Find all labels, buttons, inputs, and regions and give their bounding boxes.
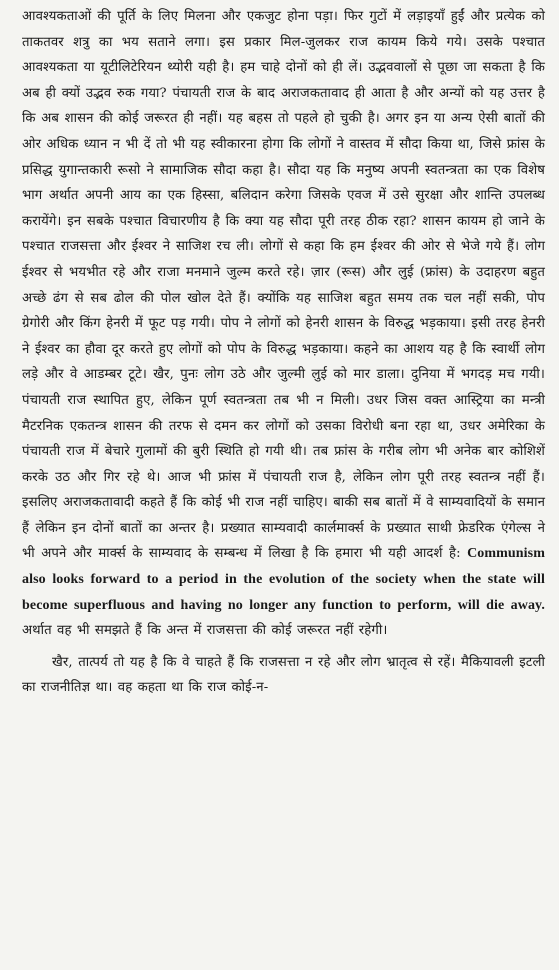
paragraph-2-text: खैर, तात्पर्य तो यह है कि वे चाहते हैं कि राजसत्ता न रहे और लोग भ्रातृत्व से रहें। मैकियावली इटली का राजनीतिज्ञ था। वह कहता था कि राज कोई-न- [22,654,545,696]
paragraph-2 [22,650,545,701]
paragraph-1-text-a: आवश्यकताओं की पूर्ति के लिए मिलना और एकजुट होना पड़ा। फिर गुटों में लड़ाइयाँ हुईं और प्रत्येक को ताकतवर शत्रु का भय सताने लगा। इस प्रकार मिल-जुलकर राज कायम किये गये। उसके पश्चात आवश्यकता या यूटीलिटेरियन थ्योरी यही है। हम चाहे दोनों को ही लें। उद्भववालों से पूछा जा सकता है कि अब ही क्यों उद्भव रुक गया? पंचायती राज के बाद अराजकतावाद ही आता है और अन्यों को यह उत्तर है कि अब शासन की कोई जरूरत ही नहीं। यह बहस तो पहले हो चुकी है। अगर इन या अन्य ऐसी बातों की ओर अधिक ध्यान न भी दें तो भी यह स्वीकारना होगा कि लोगों ने वास्तव में सौदा किया था, जिसे फ्रांस के प्रसिद्ध युगान्तकारी रूसो ने सामाजिक सौदा कहा है। सौदा यह कि मनुष्य अपनी स्वतन्त्रता का एक विशेष भाग अर्थात अपनी आय का एक हिस्सा, बलिदान करेगा जिसके एवज में उसे सुरक्षा और शान्ति उपलब्ध करायेंगे। इन सबके पश्चात विचारणीय है कि क्या यह सौदा पूरी तरह ठीक रहा? शासन कायम हो जाने के पश्चात राजसत्ता और ईश्वर ने साजिश रच ली। लोगों से कहा कि हम ईश्वर की ओर से भेजे गये हैं। लोग ईश्वर से भयभीत रहे और राजा मनमाने जुल्म करते रहे। ज़ार (रूस) और लुई (फ्रांस) के उदाहरण बहुत अच्छे ढंग से सब ढोल की पोल खोल देते हैं। क्योंकि यह साजिश बहुत समय तक चल नहीं सकी, पोप ग्रेगोरी और किंग हेनरी में फूट पड़ गयी। पोप ने लोगों को हेनरी शासन के विरुद्ध भड़काया। इसी तरह हेनरी ने ईश्वर का हौवा दूर करते हुए लोगों को पोप के विरुद्ध भड़काया। कहने का आशय यह है कि स्वार्थी लोग लड़े और वे आडम्बर टूटे। खैर, पुनः लोग उठे और जुल्मी लुई को मार डाला। दुनिया में भगदड़ मच गयी। पंचायती राज स्थापित हुए, लेकिन पूर्ण स्वतन्त्रता तब भी न मिली। उधर जिस वक्त आस्ट्रिया का मन्त्री मैटरनिक एकतन्त्र शासन की तरफ से दमन कर लोगों को उसका विरोधी बना रहा था, उधर अमेरिका के पंचायती राज में बेचारे गुलामों की बुरी स्थिति हो गयी थी। तब फ्रांस के गरीब लोग भी अनेक बार कोशिशें करके उठ और गिर रहे थे। आज भी फ्रांस में पंचायती राज है, लेकिन लोग पूरी तरह स्वतन्त्र नहीं हैं। इसलिए अराजकतावादी कहते हैं कि कोई भी राज नहीं चाहिए। बाकी सब बातों में वे साम्यवादियों के समान हैं लेकिन इन दोनों बातों का अन्तर है। प्रख्यात साम्यवादी कार्लमार्क्स के प्रख्यात साथी फ्रेडरिक एंगेल्स ने भी अपने और मार्क्स के साम्यवाद के सम्बन्ध में लिखा है कि हमारा भी यही आदर्श है: [22,9,545,562]
paragraph-1-text-b: अर्थात वह भी समझते हैं कि अन्त में राजसत्ता की कोई जरूरत नहीं रहेगी। [22,623,388,639]
english-quote: Communism also looks forward to a period in the evolution of the society when the state will become superfluous and having no longer any function to perform, will die away. [22,546,545,613]
page-body [22,4,545,701]
paragraph-1 [22,4,545,644]
